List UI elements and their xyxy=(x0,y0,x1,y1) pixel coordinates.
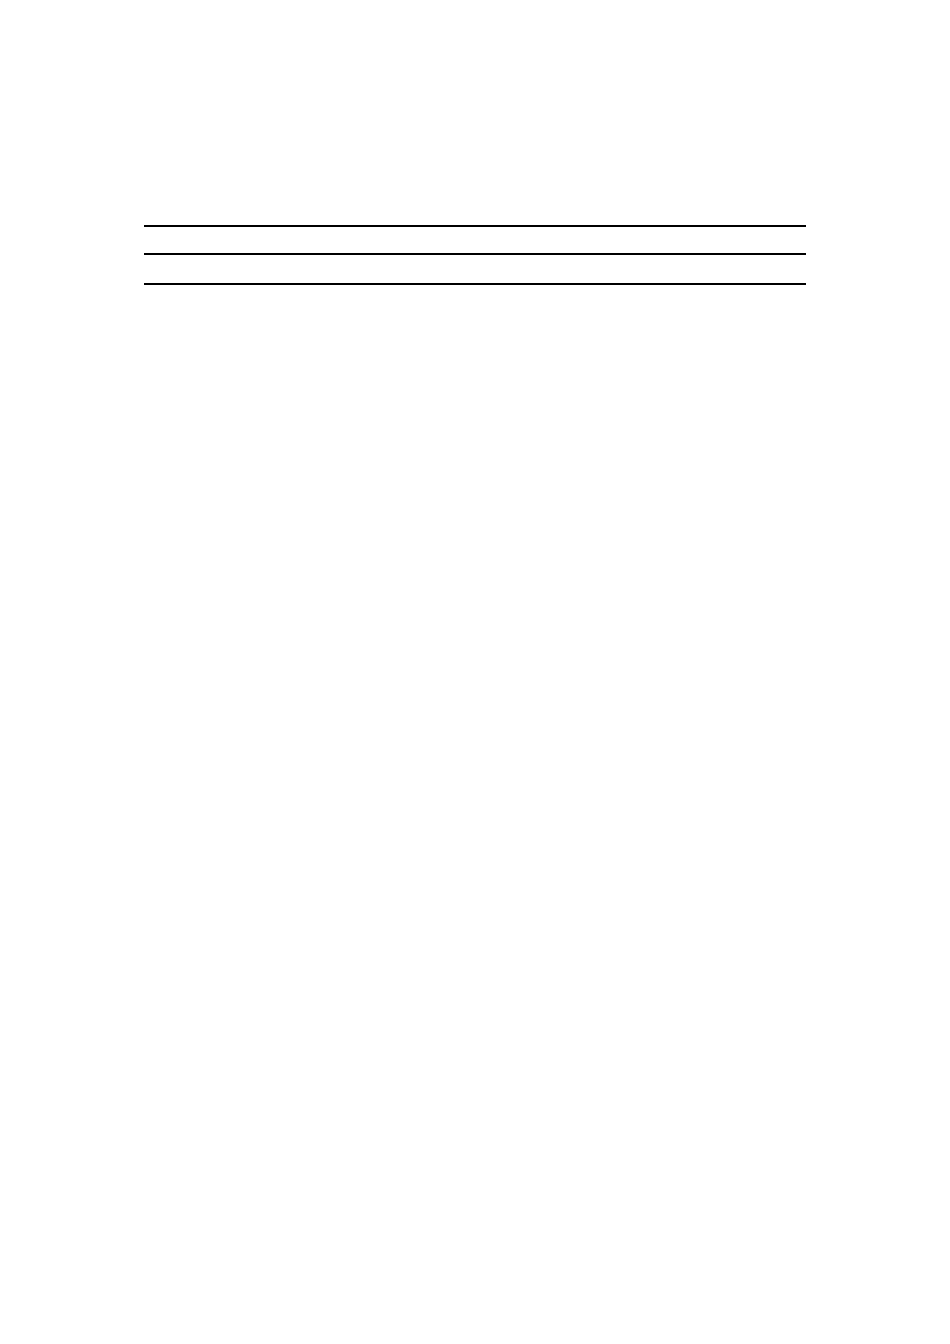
answer-rule xyxy=(144,225,806,227)
answer-rule xyxy=(144,283,806,285)
answer-rule xyxy=(144,253,806,255)
